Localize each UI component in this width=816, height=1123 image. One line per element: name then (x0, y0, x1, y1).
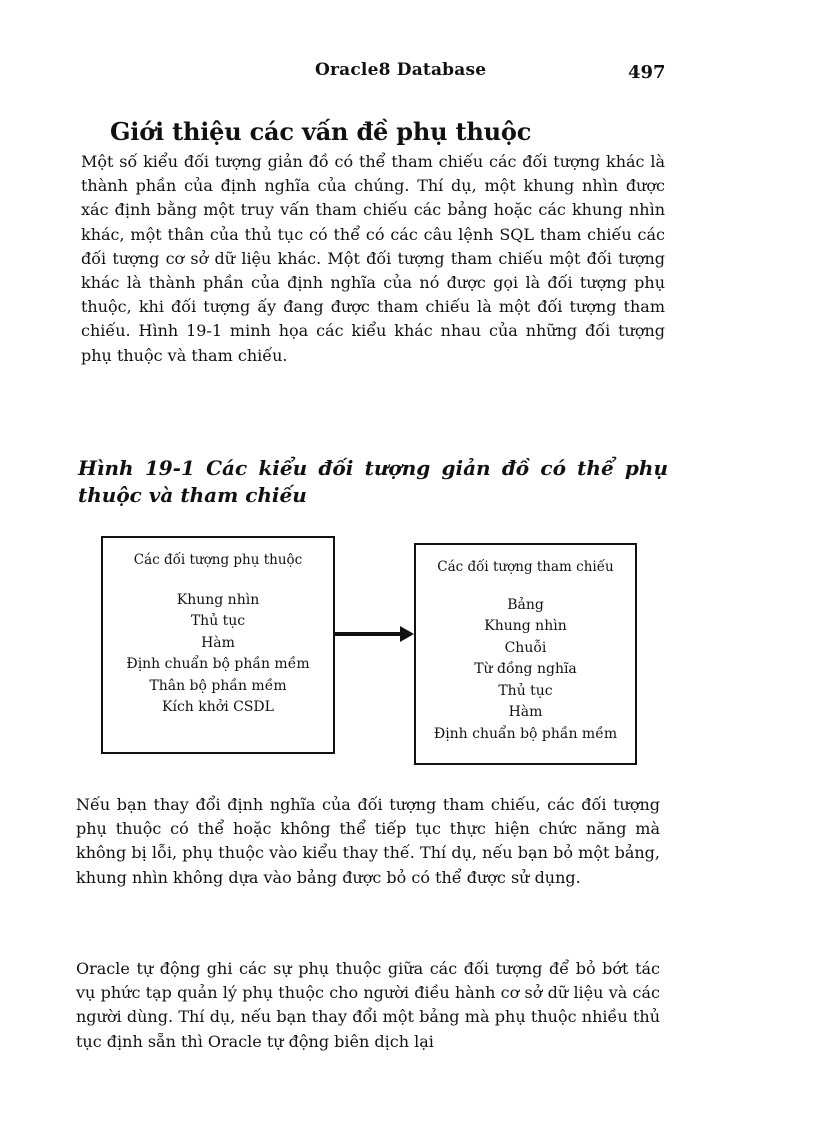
list-item: Kích khởi CSDL (162, 699, 274, 715)
referenced-objects-box (414, 543, 637, 765)
list-item: Thủ tục (190, 613, 246, 629)
list-item: Thân bộ phần mềm (149, 677, 287, 694)
list-item: Định chuẩn bộ phần mềm (433, 725, 618, 742)
list-item: Khung nhìn (484, 618, 567, 634)
figure-caption: Hình 19-1 Các kiểu đối tượng giản đồ có thể phụ thuộc và tham chiếu (78, 456, 668, 507)
change-paragraph: Nếu bạn thay đổi định nghĩa của đối tượng tham chiếu, các đối tượng phụ thuộc có thể hoặc không thể tiếp tục thực hiện chức năng mà không bị lỗi, phụ thuộc vào kiểu thay thế. Thí dụ, nếu bạn bỏ một bảng, khung nhìn không dựa vào bảng được bỏ có thể được sử dụng. (76, 795, 660, 887)
dependent-objects-list (103, 590, 333, 719)
arrow-right-icon (334, 624, 416, 644)
list-item: Định chuẩn bộ phần mềm (126, 656, 310, 672)
list-item: Hàm (201, 634, 235, 651)
list-item: Bảng (507, 596, 544, 613)
dependent-objects-title: Các đối tượng phụ thuộc (133, 552, 303, 568)
section-heading: Giới thiệu các vấn đề phụ thuộc (110, 117, 532, 146)
list-item: Chuỗi (504, 639, 547, 656)
list-item: Hàm (508, 704, 543, 720)
oracle-paragraph: Oracle tự động ghi các sự phụ thuộc giữa các đối tượng để bỏ bớt tác vụ phức tạp quản lý phụ thuộc cho người điều hành cơ sở dữ liệu và các người dùng. Thí dụ, nếu bạn thay đổi một bảng mà phụ thuộc nhiều thủ tục định sẵn thì Oracle tự động biên dịch lại (76, 959, 660, 1051)
list-item: Thủ tục (498, 682, 553, 699)
referenced-objects-title: Các đối tượng tham chiếu (437, 559, 614, 575)
referenced-objects-list (416, 595, 635, 746)
page-number: 497 (628, 62, 666, 83)
running-header-title: Oracle8 Database (315, 60, 487, 80)
intro-paragraph: Một số kiểu đối tượng giản đồ có thể tham chiếu các đối tượng khác là thành phần của định nghĩa của chúng. Thí dụ, một khung nhìn được xác định bằng một truy vấn tham chiếu các bảng hoặc các khung nhìn khác, một thân của thủ tục có thể có các câu lệnh SQL tham chiếu các đối tượng cơ sở dữ liệu khác. Một đối tượng tham chiếu một đối tượng khác là thành phần của định nghĩa của nó được gọi là đối tượng phụ thuộc, khi đối tượng ấy đang được tham chiếu là một đối tượng tham chiếu. Hình 19-1 minh họa các kiểu khác nhau của những đối tượng phụ thuộc và tham chiếu. (81, 152, 665, 365)
list-item: Khung nhìn (176, 591, 260, 608)
list-item: Từ đồng nghĩa (474, 661, 577, 677)
dependent-objects-box (101, 536, 335, 754)
